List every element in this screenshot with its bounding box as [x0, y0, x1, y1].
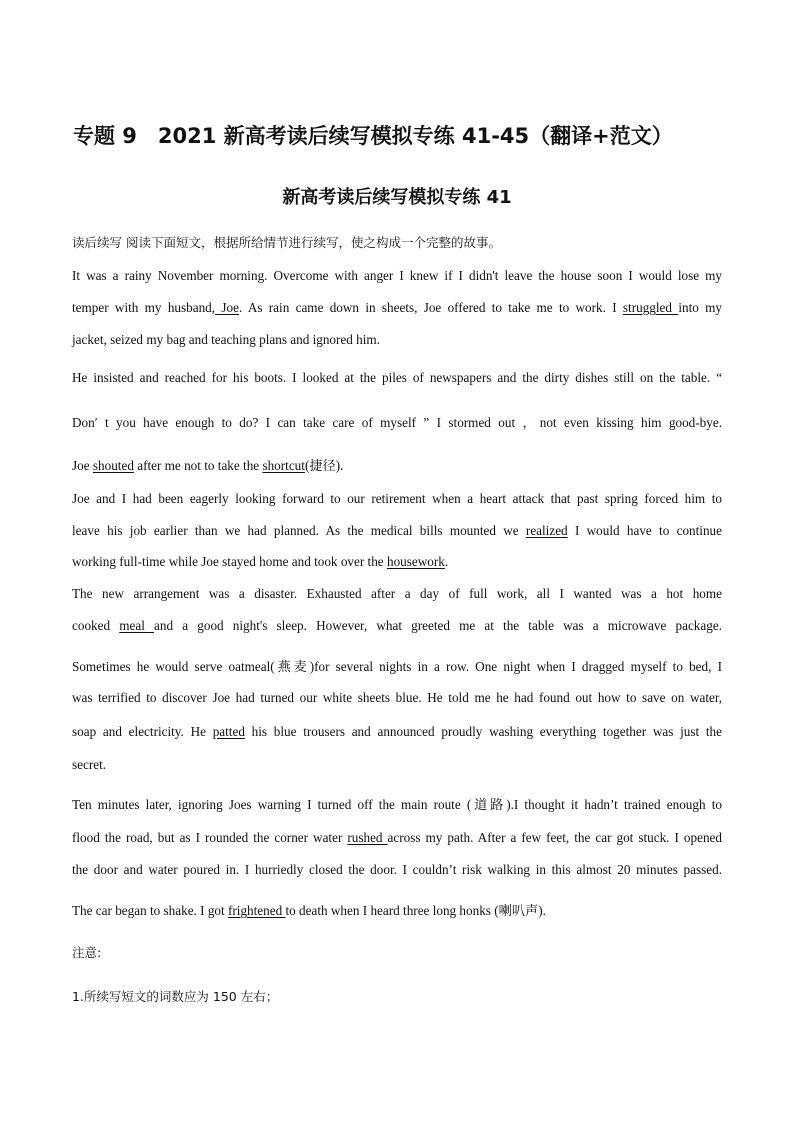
notes-item: 1.所续写短文的词数应为 150 左右； — [72, 989, 279, 1004]
underlined-word: shouted — [92, 458, 134, 473]
underlined-word: shortcut — [262, 458, 305, 473]
instruction-text: 读后续写 阅读下面短文，根据所给情节进行续写，使之构成一个完整的故事。 — [72, 235, 501, 250]
underlined-word: realized — [525, 523, 568, 538]
underlined-word: patted — [212, 724, 245, 739]
passage-line: leave his job earlier than we had planned. As the medical bills mounted we realized I would have to continue — [72, 523, 723, 538]
passage-line: The car began to shake. I got frightened to death when I heard three long honks (喇叭声). — [72, 903, 546, 918]
passage-line: Joe shouted after me not to take the shortcut(捷径). — [72, 458, 344, 473]
underlined-word: housework — [386, 554, 445, 569]
passage-line: Ten minutes later, ignoring Joes warning I turned off the main route (道路).I thought it hadn’t trained enough to — [72, 797, 722, 812]
page-title: 专题 9 2021 新高考读后续写模拟专练 41-45（翻译+范文） — [73, 124, 673, 148]
passage-line: He insisted and reached for his boots. I looked at the piles of newspapers and the dirty dishes still on the table. “ — [72, 370, 722, 385]
passage-line: The new arrangement was a disaster. Exhausted after a day of full work, all I wanted was a hot home — [72, 586, 722, 601]
underlined-word: rushed — [347, 830, 388, 845]
passage-line: It was a rainy November morning. Overcome with anger I knew if I didn't leave the house soon I would lose my — [72, 268, 722, 283]
underlined-word: Joe — [215, 300, 239, 315]
passage-line: was terrified to discover Joe had turned our white sheets blue. He told me he had found out how to save on water, — [72, 690, 722, 705]
passage-line: jacket, seized my bag and teaching plans and ignored him. — [72, 332, 380, 347]
section-subtitle: 新高考读后续写模拟专练 41 — [282, 187, 512, 208]
passage-line: working full-time while Joe stayed home and took over the housework. — [72, 554, 449, 569]
passage-line: cooked meal and a good night's sleep. However, what greeted me at the table was a microwave package. — [72, 618, 722, 633]
underlined-word: struggled — [622, 300, 679, 315]
underlined-word: meal — [119, 618, 155, 633]
passage-line: temper with my husband, Joe. As rain came down in sheets, Joe offered to take me to work. I struggled into my — [72, 300, 722, 315]
passage-line: flood the road, but as I rounded the corner water rushed across my path. After a few feet, the car got stuck. I opened — [72, 830, 722, 845]
passage-line: Sometimes he would serve oatmeal(燕麦)for several nights in a row. One night when I dragged myself to bed, I — [72, 659, 722, 674]
passage-line: secret. — [72, 757, 107, 772]
passage-line: Don′ t you have enough to do? I can take care of myself ” I stormed out ，not even kissing him good-bye. — [72, 415, 722, 430]
underlined-word: frightened — [228, 903, 286, 918]
passage-line: soap and electricity. He patted his blue trousers and announced proudly washing everything together was just the — [72, 724, 722, 739]
notes-label: 注意: — [72, 945, 102, 960]
passage-line: Joe and I had been eagerly looking forward to our retirement when a heart attack that past spring forced him to — [72, 491, 722, 506]
passage-line: the door and water poured in. I hurriedly closed the door. I couldn’t risk walking in this almost 20 minutes passed. — [72, 862, 722, 877]
